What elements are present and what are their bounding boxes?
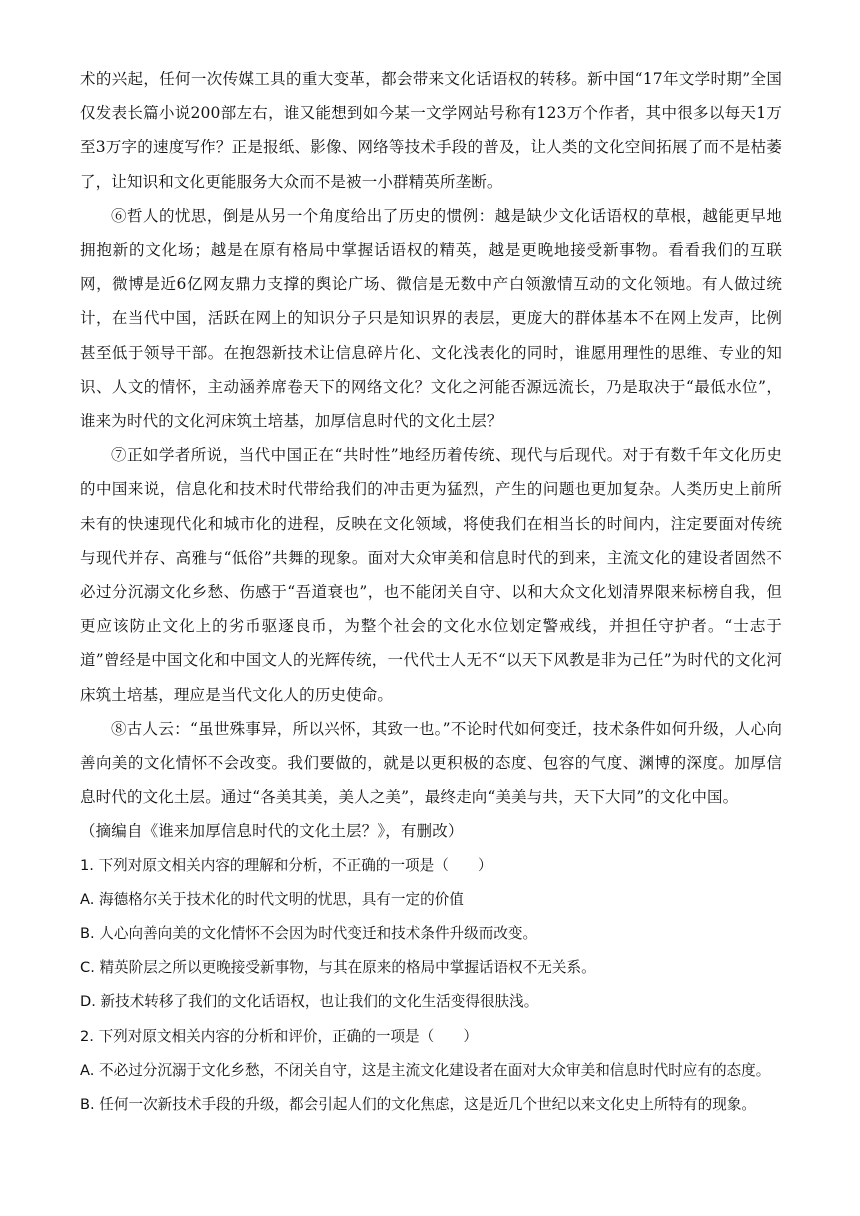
paragraph-8: ⑧古人云：“虽世殊事异，所以兴怀，其致一也。”不论时代如何变迁，技术条件如何升级，人心向善向美的文化情怀不会改变。我们要做的，就是以更积极的态度、包容的气度、渊博的深度。加厚信息时代的文化土层。通过“各美其美，美人之美”，最终走向“美美与共，天下大同”的文化中国。 [80, 719, 782, 807]
paragraph-6: ⑥哲人的忧思，倒是从另一个角度给出了历史的惯例：越是缺少文化话语权的草根，越能更早地拥抱新的文化场；越是在原有格局中掌握话语权的精英，越是更晚地接受新事物。看看我们的互联网，微博是近6亿网友鼎力支撑的舆论广场、微信是无数中产白领激情互动的文化领地。有人做过统计，在当代中国，活跃在网上的知识分子只是知识界的表层，更庞大的群体基本不在网上发声，比例甚至低于领导干部。在抱怨新技术让信息碎片化、文化浅表化的同时，谁愿用理性的思维、专业的知识、人文的情怀，主动涵养席卷天下的网络文化？文化之河能否源远流长，乃是取决于“最低水位”，谁来为时代的文化河床筑土培基，加厚信息时代的文化土层？ [80, 206, 782, 431]
question-1-option-c: C. 精英阶层之所以更晚接受新事物，与其在原来的格局中掌握话语权不无关系。 [80, 959, 596, 977]
question-2-stem: 2. 下列对原文相关内容的分析和评价，正确的一项是（ ） [80, 1027, 479, 1045]
document-page [80, 62, 782, 1122]
question-1-option-b: B. 人心向善向美的文化情怀不会因为时代变迁和技术条件升级而改变。 [80, 925, 538, 943]
source-citation: （摘编自《谁来加厚信息时代的文化土层？》，有删改） [80, 822, 464, 841]
question-1-option-d: D. 新技术转移了我们的文化话语权，也让我们的文化生活变得很肤浅。 [80, 993, 539, 1011]
reading-passage [80, 62, 782, 849]
paragraph-continuation: 术的兴起，任何一次传媒工具的重大变革，都会带来文化话语权的转移。新中国“17年文学时期”全国仅发表长篇小说200部左右，谁又能想到如今某一文学网站号称有123万个作者，其中很多以每天1万至3万字的速度写作？正是报纸、影像、网络等技术手段的普及，让人类的文化空间拓展了而不是枯萎了，让知识和文化更能服务大众而不是被一小群精英所垄断。 [80, 70, 782, 191]
question-section [80, 849, 782, 1123]
question-2-option-b: B. 任何一次新技术手段的升级，都会引起人们的文化焦虑，这是近几个世纪以来文化史上所特有的现象。 [80, 1096, 757, 1114]
paragraph-7: ⑦正如学者所说，当代中国正在“共时性”地经历着传统、现代与后现代。对于有数千年文化历史的中国来说，信息化和技术时代带给我们的冲击更为猛烈，产生的问题也更加复杂。人类历史上前所未有的快速现代化和城市化的进程，反映在文化领域，将使我们在相当长的时间内，注定要面对传统与现代并存、高雅与“低俗”共舞的现象。面对大众审美和信息时代的到来，主流文化的建设者固然不必过分沉溺文化乡愁、伤感于“吾道衰也”，也不能闭关自守、以和大众文化划清界限来标榜自我，但更应该防止文化上的劣币驱逐良币，为整个社会的文化水位划定警戒线，并担任守护者。“士志于道”曾经是中国文化和中国文人的光辉传统，一代代士人无不“以天下风教是非为己任”为时代的文化河床筑土培基，理应是当代文化人的历史使命。 [80, 446, 782, 704]
question-1-stem: 1. 下列对原文相关内容的理解和分析，不正确的一项是（ ） [80, 856, 493, 874]
question-2-option-a: A. 不必过分沉溺于文化乡愁，不闭关自守，这是主流文化建设者在面对大众审美和信息时代时应有的态度。 [80, 1061, 771, 1079]
question-1-option-a: A. 海德格尔关于技术化的时代文明的忧思，具有一定的价值 [80, 890, 464, 908]
